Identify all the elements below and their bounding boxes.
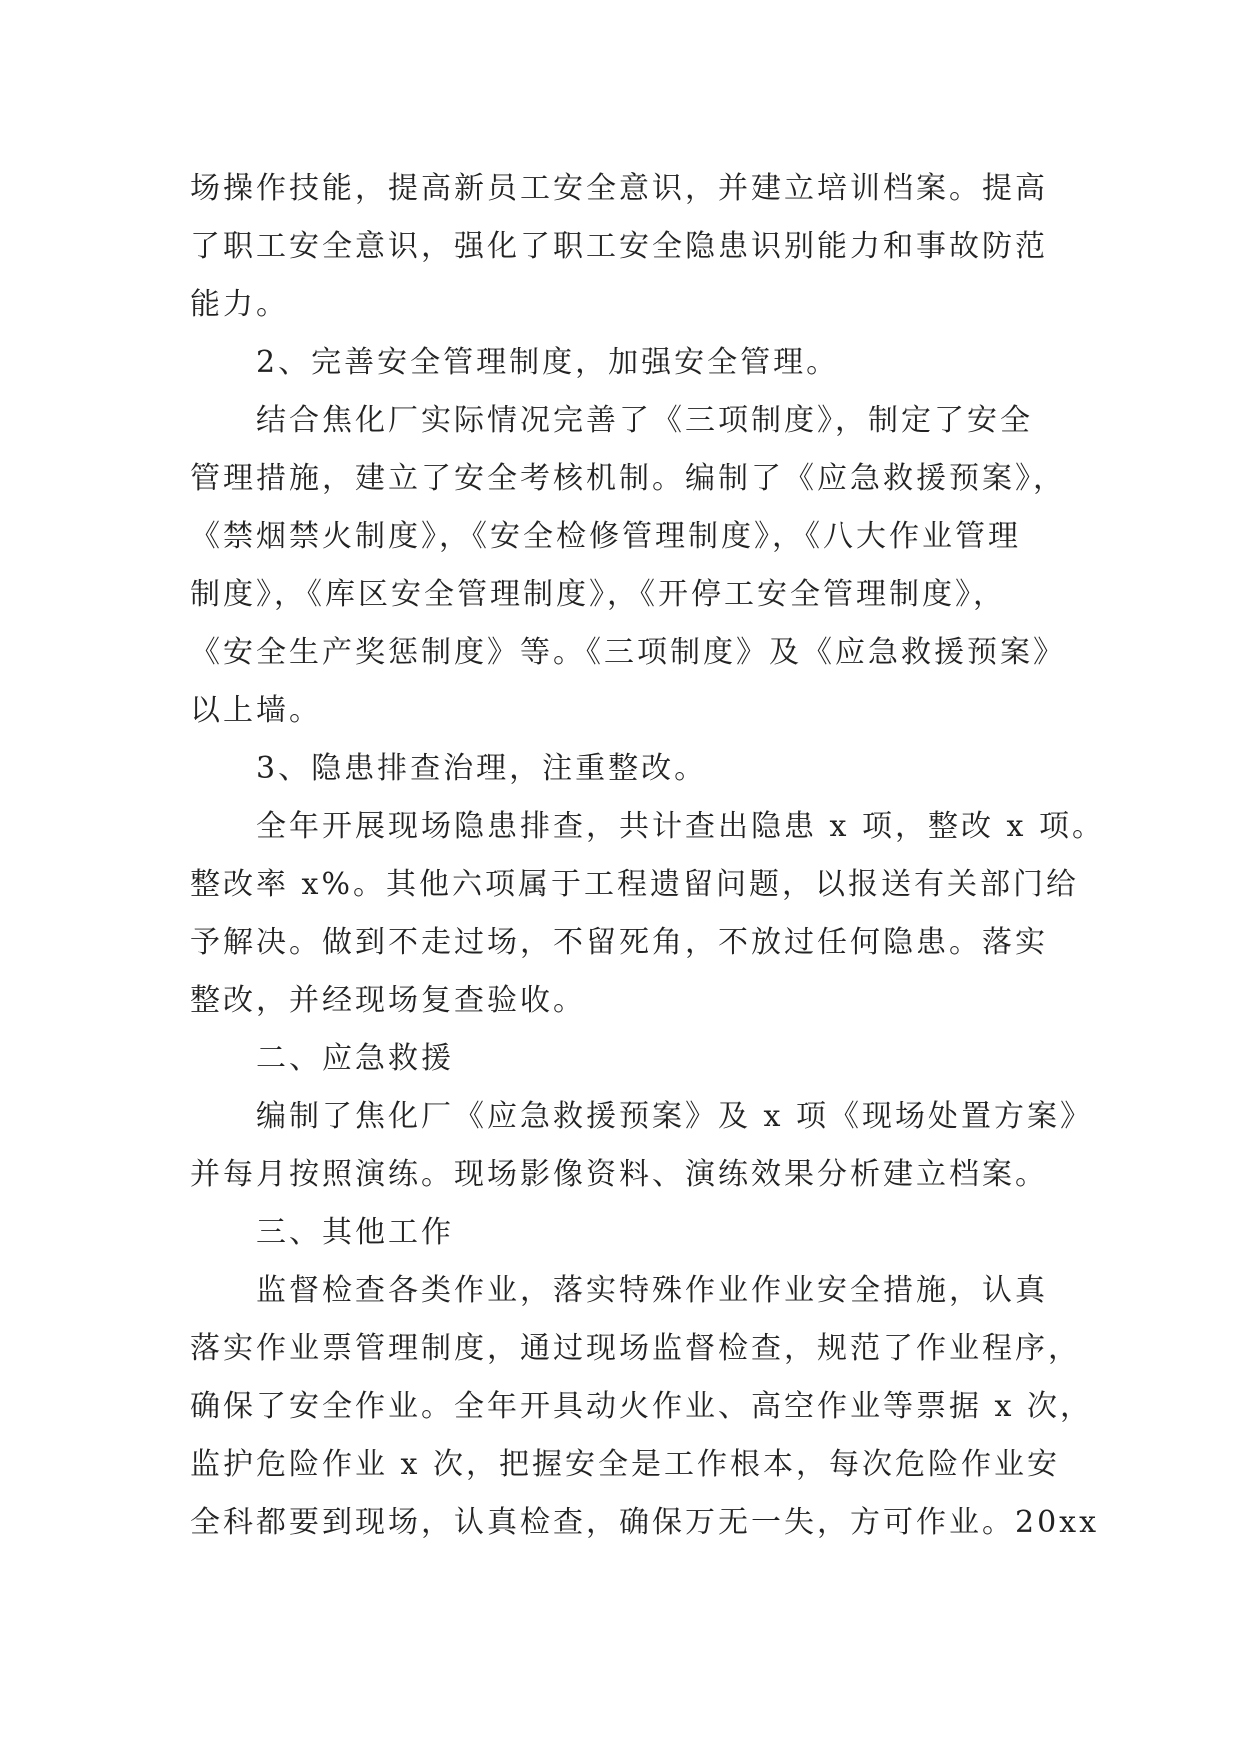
- text-line: 确保了安全作业。全年开具动火作业、高空作业等票据 x 次，: [190, 1389, 1093, 1424]
- text-line: 场操作技能，提高新员工安全意识，并建立培训档案。提高: [190, 171, 1048, 206]
- text-line: 整改率 x%。其他六项属于工程遗留问题，以报送有关部门给: [190, 867, 1079, 902]
- text-line: 制度》，《库区安全管理制度》，《开停工安全管理制度》，: [190, 577, 1006, 612]
- text-line: 管理措施，建立了安全考核机制。编制了《应急救援预案》，: [190, 461, 1066, 496]
- text-line: 监督检查各类作业，落实特殊作业作业安全措施，认真: [256, 1273, 1048, 1308]
- text-line: 《安全生产奖惩制度》等。《三项制度》及《应急救援预案》: [190, 635, 1066, 670]
- text-line: 并每月按照演练。现场影像资料、演练效果分析建立档案。: [190, 1157, 1048, 1192]
- text-line: 全科都要到现场，认真检查，确保万无一失，方可作业。20xx: [190, 1505, 1100, 1540]
- section-heading: 二、应急救援: [256, 1041, 454, 1076]
- text-line: 能力。: [190, 287, 289, 322]
- text-line: 以上墙。: [190, 693, 322, 728]
- text-line: 了职工安全意识，强化了职工安全隐患识别能力和事故防范: [190, 229, 1048, 264]
- section-heading: 三、其他工作: [256, 1215, 454, 1250]
- text-line: 《禁烟禁火制度》，《安全检修管理制度》，《八大作业管理: [190, 519, 1021, 554]
- text-line: 予解决。做到不走过场，不留死角，不放过任何隐患。落实: [190, 925, 1048, 960]
- text-line: 落实作业票管理制度，通过现场监督检查，规范了作业程序，: [190, 1331, 1081, 1366]
- text-line: 结合焦化厂实际情况完善了《三项制度》，制定了安全: [256, 403, 1033, 438]
- text-line: 监护危险作业 x 次，把握安全是工作根本，每次危险作业安: [190, 1447, 1060, 1482]
- document-body: [190, 160, 1105, 1552]
- text-line: 全年开展现场隐患排查，共计查出隐患 x 项，整改 x 项。: [256, 809, 1105, 844]
- section-heading: 3、隐患排查治理，注重整改。: [256, 751, 708, 786]
- text-line: 整改，并经现场复查验收。: [190, 983, 586, 1018]
- section-heading: 2、完善安全管理制度，加强安全管理。: [256, 345, 840, 380]
- text-line: 编制了焦化厂《应急救援预案》及 x 项《现场处置方案》: [256, 1099, 1093, 1134]
